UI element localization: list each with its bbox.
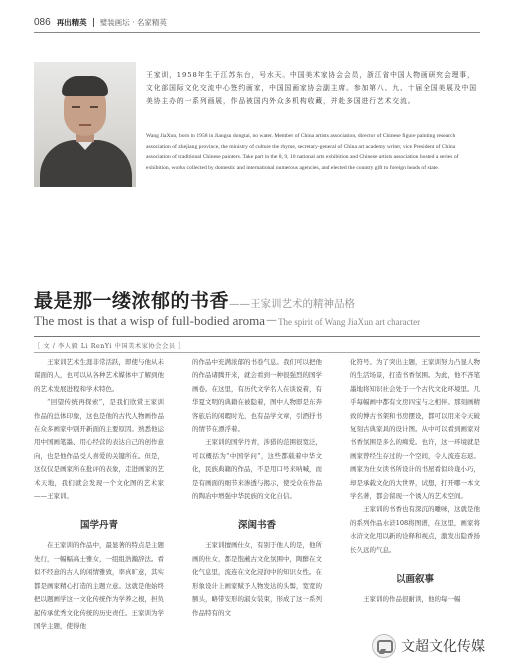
watermark-text: 文超文化传媒 [401,639,485,655]
section-heading: 深闺书香 [237,520,276,532]
paragraph: 的作品中充满浓郁的书卷气息。我们可以把他的作品诸腾开来，就会看到一种很强烈的国学画卷。在这里，有历代文学名人在谈说着，有华夏文明的典籍在被隐着，图中人物即是东奔客旅后的闲暇时光，也有品学文章，引酒抒书的情节在漂浮着。 [192,358,322,434]
header-rule [34,32,480,33]
paragraph: 王家训的作品很耐读，他的每一幅 [363,595,461,604]
artist-portrait [34,62,136,187]
article-title [34,286,355,313]
section-heading: 以画叙事 [395,574,434,586]
byline: ［ 文 / 李人毅 Li RenYi 中国美术家协会会员 ］ [34,343,186,350]
paragraph: 王家训的书香也有深沉的雕味，这就是他的系列作品水浒108将图谱，在这里，画家将水浒文化用以新的诠释和视点，激发出隐香扬长久远的气息。 [350,505,480,554]
subsection-label: 璧装画坛 · 名家精英 [99,17,167,27]
page-header [34,16,167,28]
wechat-logo-icon [372,634,396,658]
column-1 [34,356,164,633]
paragraph: “回望传统再探索”，是我们欣赏王家训作品的总体印象，这也是他的古代人物画作品在众多画家中别开新面的主要原因。熟悉他运用中国画笔墨、用心经营的表达自己的创作意向，也是他作品受人喜爱的关键所在。但是，这仅仅是画家所在批评的表象，走进画家的艺术天地，我们就会发现一个文化图的艺术家——王家训。 [34,398,164,501]
paragraph: 王家训艺术生涯非常活跃，即使与他从未谋面的人，也可以从各种艺术媒体中了解到他的艺术发展进程和学术特色。 [34,358,164,393]
title-english-main: The most is that a wisp of full-bodied aroma－ [34,313,279,328]
column-3 [350,356,480,607]
byline-rule-bottom [34,352,480,353]
bio-chinese: 王家训，1958年生于江苏东台，号水天。中国美术家协会会员，浙江省中国人物画研究会理事，文化部国际文化交流中心签约画家，中国国画家协会副主席。参加第八、九、十届全国美展及中国美协主办的一系列画展，作品被国内外众多机构收藏，并赴多国进行艺术交流。 [146,71,477,105]
title-english-subtitle: The spirit of Wang JiaXun art character [278,317,421,327]
bio-english: Wang JiaXun, born in 1958 in Jiangsu dongtai, no water. Member of China artists association, director of Chinese figure painting research association of zhejiang province, the ministry of culture the rhyme, secretary-general of China art academy writer, vice President of China association of traditional Chinese painters. Take part in the 8, 9, 10 national arts exhibition and Chinese artists association hosted a series of exhibition, works collected by domestic and international numerous agencies, and elected the country gift to foreign heads of state. [146,133,459,171]
article-title-english [34,310,420,329]
page-number: 086 [34,16,51,28]
paragraph: 王家训擅画仕女，有别于他人的是，他所画的仕女，都是饱蘸古文化氛围中，陶醉在文化气息里，流连在文化浸润中的知识女性。在形象设计上画家赋予人物发达的头髻，宽宽的额头，略带安形的淑女装束，形成了这一系列作品特有的文 [192,541,322,617]
byline-rule-top [34,336,480,337]
section-heading: 国学丹青 [79,520,118,532]
column-2 [192,356,322,620]
paragraph: 化符号。为了突出主题，王家训努力凸显人物的生活场景，打造书香氛围。为此，他不吝笔墨地将知识社会处于一个古代文化环境里。几乎每幅画中都有文房四宝与之相伴。那刻画精致的博古书架和书房摆设，都可以用来令天破复刻古典家具的设计图。从中可以看到画家对书香氛围是多么的痴爱。也许，这一环境就是画家曾经生存过的一个空间，令人流连忘返。画家为仕女读书所设计的书屋看似玲珑小巧，却是承载文化的大世界，试想，打开哪一本文学名著，都会留现一个诱人的艺术空间。 [350,358,480,501]
watermark [372,634,485,658]
paragraph: 王家训的国学丹青，涉猎的范围很宽泛，可以概括为“中国学问”，这些都载着中华文化，民族典籍的作品，不是用口号来呐喊，而是有画面的细节来渗透与揭示，使受众在作品的陶冶中增强中华民族的文化自信。 [192,438,322,501]
title-subtitle: ——王家训艺术的精神品格 [229,298,356,310]
paragraph: 在王家训的作品中，最显著的特点是主题先行，一幅幅高士雅女，一组组浩瀚辞法。看似不经意的古人的闲情雅致，率真旷意，其实都是画家精心打造的主题立意。这就是他始终把以题画学这一文化传统作为学养之根，担负起传承优秀文化传统的历史责任。王家训为学国学主题，使得他 [34,541,164,630]
section-label: 再出精英 [56,17,87,27]
title-main: 最是那一缕浓郁的书香 [34,290,230,312]
header-divider [93,18,94,27]
